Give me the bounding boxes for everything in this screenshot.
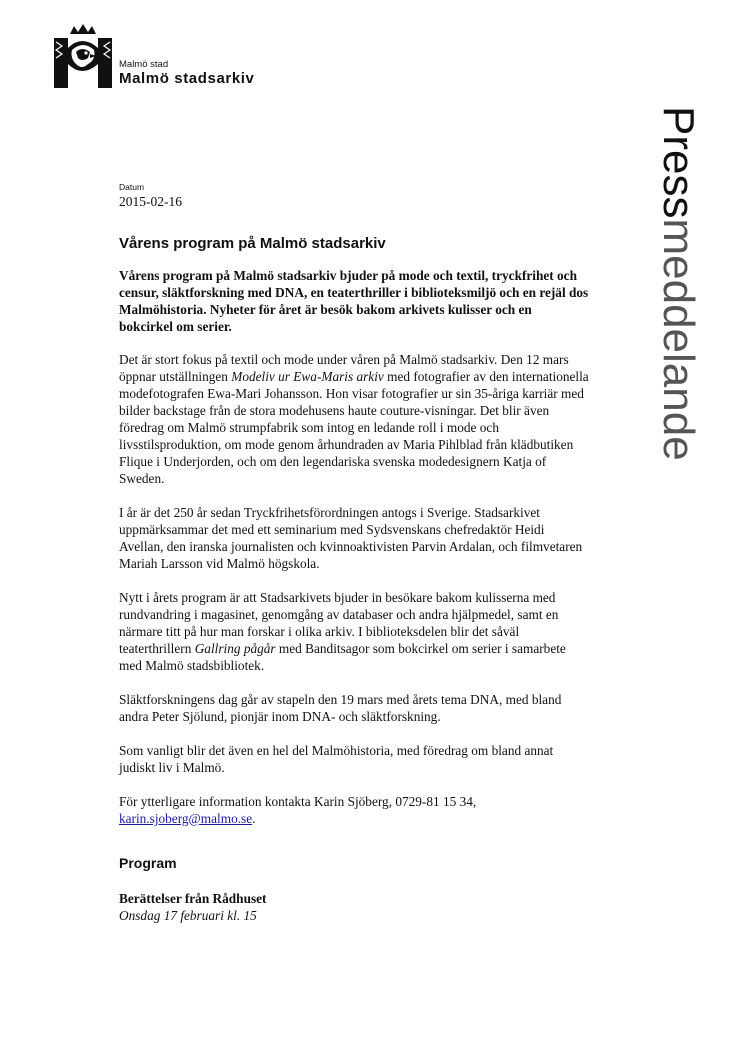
main-content xyxy=(119,182,589,924)
paragraph-local-history: Som vanligt blir det även en hel del Malmöhistoria, med föredrag om bland annat judiskt liv i Malmö. xyxy=(119,743,554,775)
paragraph-fashion-part2: med fotografier av den internationella modefotografen Ewa-Mari Johansson. Hon visar fotografier ur sin 35-åriga karriär med bilder backstage från de stora modehusens haute couture-visningar. Det blir även föredrag om Malmö strumpfabrik som intog en ledande roll i mode och livsstilsproduktion, om mode genom århundraden av Maria Pihlblad från klädbutiken Flique i Underjorden, och om den legendariska svenska modedesignern Katja of Sweden. xyxy=(119,369,589,486)
paragraph-behind-scenes-part2: med Banditsagor som bokcirkel om serier i samarbete med Malmö stadsbibliotek. xyxy=(119,641,566,673)
lead-paragraph: Vårens program på Malmö stadsarkiv bjuder på mode och textil, tryckfrihet och censur, släktforskning med DNA, en teaterthriller i biblioteksmiljö och en rejäl dos Malmöhistoria. Nyheter för året är besök bakom arkivets kulisser och en bokcirkel om serier. xyxy=(119,268,589,334)
contact-text: För ytterligare information kontakta Karin Sjöberg, 0729-81 15 34, xyxy=(119,794,477,809)
malmo-griffin-crest-icon xyxy=(52,24,114,88)
paragraph-behind-scenes-part1: Nytt i årets program är att Stadsarkivets bjuder in besökare bakom kulisserna med rundvandring i magasinet, genomgång av databaser och andra hjälpmedel, samt en närmare titt på hur man forskar i olika arkiv. I biblioteksdelen blir det såväl teaterthrillern xyxy=(119,590,559,656)
org-name: Malmö stadsarkiv xyxy=(119,70,255,87)
paragraph-fashion-part1: Det är stort fokus på textil och mode under våren på Malmö stadsarkiv. Den 12 mars öppnar utställningen xyxy=(119,352,569,384)
paragraph-behind-scenes xyxy=(119,589,589,674)
page-title: Vårens program på Malmö stadsarkiv xyxy=(119,235,386,252)
date-value: 2015-02-16 xyxy=(119,194,182,209)
exhibition-title: Modeliv ur Ewa-Maris arkiv xyxy=(231,369,384,384)
play-title: Gallring pågår xyxy=(194,641,276,656)
document-type-label xyxy=(630,106,710,556)
document-type-text xyxy=(654,106,703,461)
program-event xyxy=(119,890,589,924)
document-type-part2: meddelande xyxy=(654,218,703,461)
paragraph-genealogy: Släktforskningens dag går av stapeln den 19 mars med årets tema DNA, med bland andra Peter Sjölund, pionjär inom DNA- och släktforskning. xyxy=(119,692,562,724)
program-heading: Program xyxy=(119,855,177,871)
paragraph-fashion xyxy=(119,351,589,487)
org-parent-name: Malmö stad xyxy=(119,59,169,70)
date-label: Datum xyxy=(119,182,145,192)
contact-period: . xyxy=(252,811,256,826)
document-type-part1: Press xyxy=(654,106,703,219)
paragraph-contact xyxy=(119,793,589,827)
contact-email-link[interactable]: karin.sjoberg@malmo.se xyxy=(119,811,253,826)
paragraph-press-freedom: I år är det 250 år sedan Tryckfrihetsförordningen antogs i Sverige. Stadsarkivet uppmärksammar det med ett seminarium med Sydsvenskans chefredaktör Heidi Avellan, den iranska journalisten och kvinnoaktivisten Parvin Ardalan, och filmvetaren Mariah Larsson vid Malmö högskola. xyxy=(119,505,583,571)
event-title: Berättelser från Rådhuset xyxy=(119,891,267,906)
event-time: Onsdag 17 februari kl. 15 xyxy=(119,908,257,923)
